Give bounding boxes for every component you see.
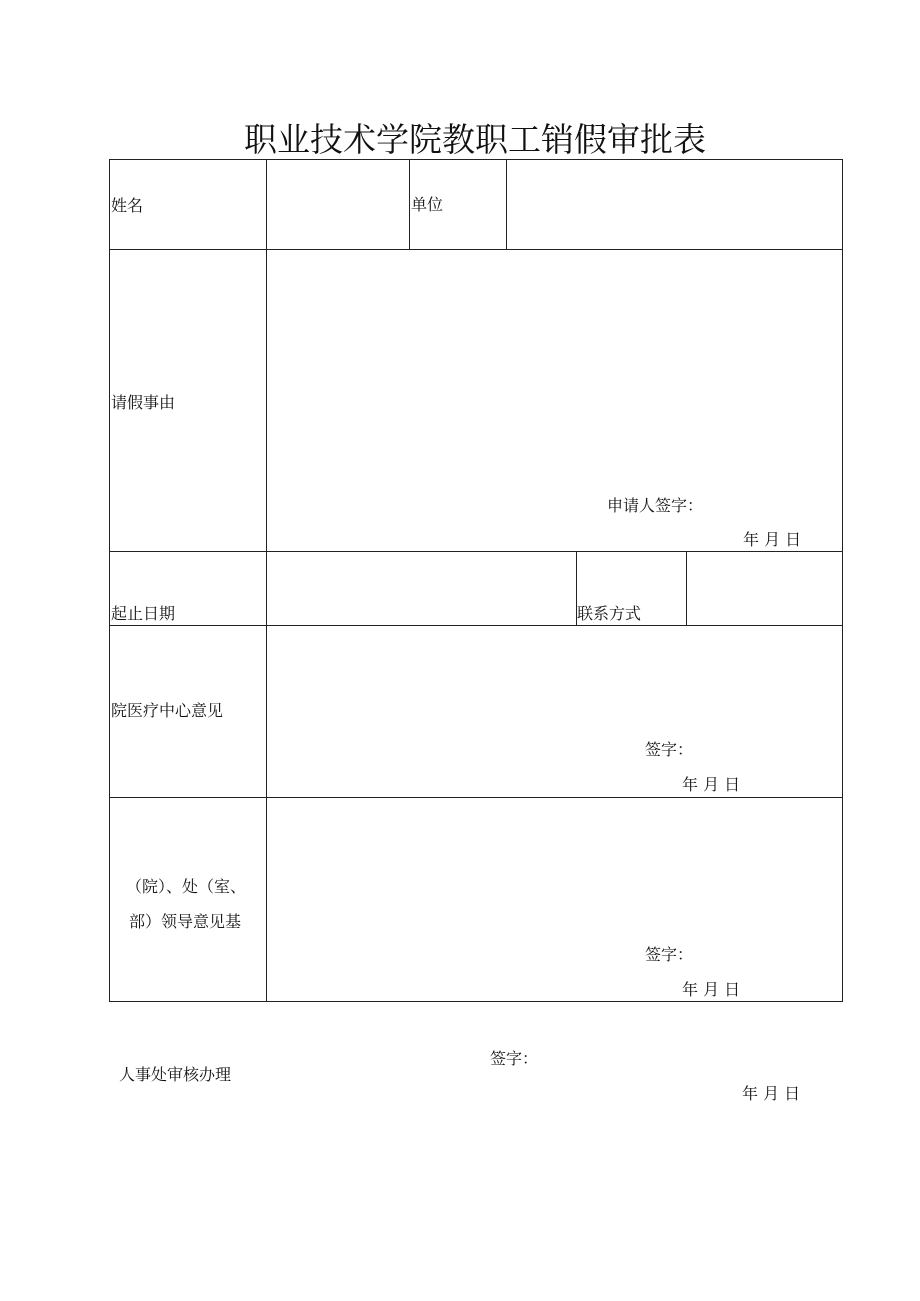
dept-opinion-field[interactable]: [267, 798, 843, 1002]
dept-opinion-label-line1: （院）、处（室、: [126, 877, 247, 896]
contact-label: 联系方式: [577, 604, 642, 623]
dept-date: 年 月 日: [682, 980, 741, 999]
unit-field[interactable]: [507, 160, 843, 249]
hr-date: 年 月 日: [742, 1084, 801, 1103]
clinic-signature-label: 签字：: [645, 740, 694, 759]
applicant-date: 年 月 日: [743, 530, 802, 549]
dept-opinion-label-line2: 部）领导意见基: [129, 912, 242, 931]
name-field[interactable]: [267, 160, 409, 249]
hr-review-label: 人事处审核办理: [119, 1065, 232, 1084]
period-field[interactable]: [267, 552, 576, 625]
applicant-signature-label: 申请人签字：: [607, 496, 704, 515]
unit-label: 单位: [411, 195, 444, 214]
column-divider: [409, 160, 410, 249]
leave-cancellation-form-table: [109, 159, 843, 1002]
name-label: 姓名: [111, 196, 144, 215]
clinic-opinion-label: 院医疗中心意见: [111, 701, 224, 720]
dept-signature-label: 签字：: [645, 945, 694, 964]
contact-field[interactable]: [687, 552, 843, 625]
page-title: 职业技术学院教职工销假审批表: [244, 120, 706, 159]
leave-reason-field[interactable]: [267, 250, 843, 551]
period-label: 起止日期: [111, 604, 176, 623]
leave-reason-label: 请假事由: [111, 393, 176, 412]
clinic-opinion-field[interactable]: [267, 626, 843, 797]
clinic-date: 年 月 日: [682, 775, 741, 794]
hr-signature-label: 签字：: [490, 1049, 539, 1068]
